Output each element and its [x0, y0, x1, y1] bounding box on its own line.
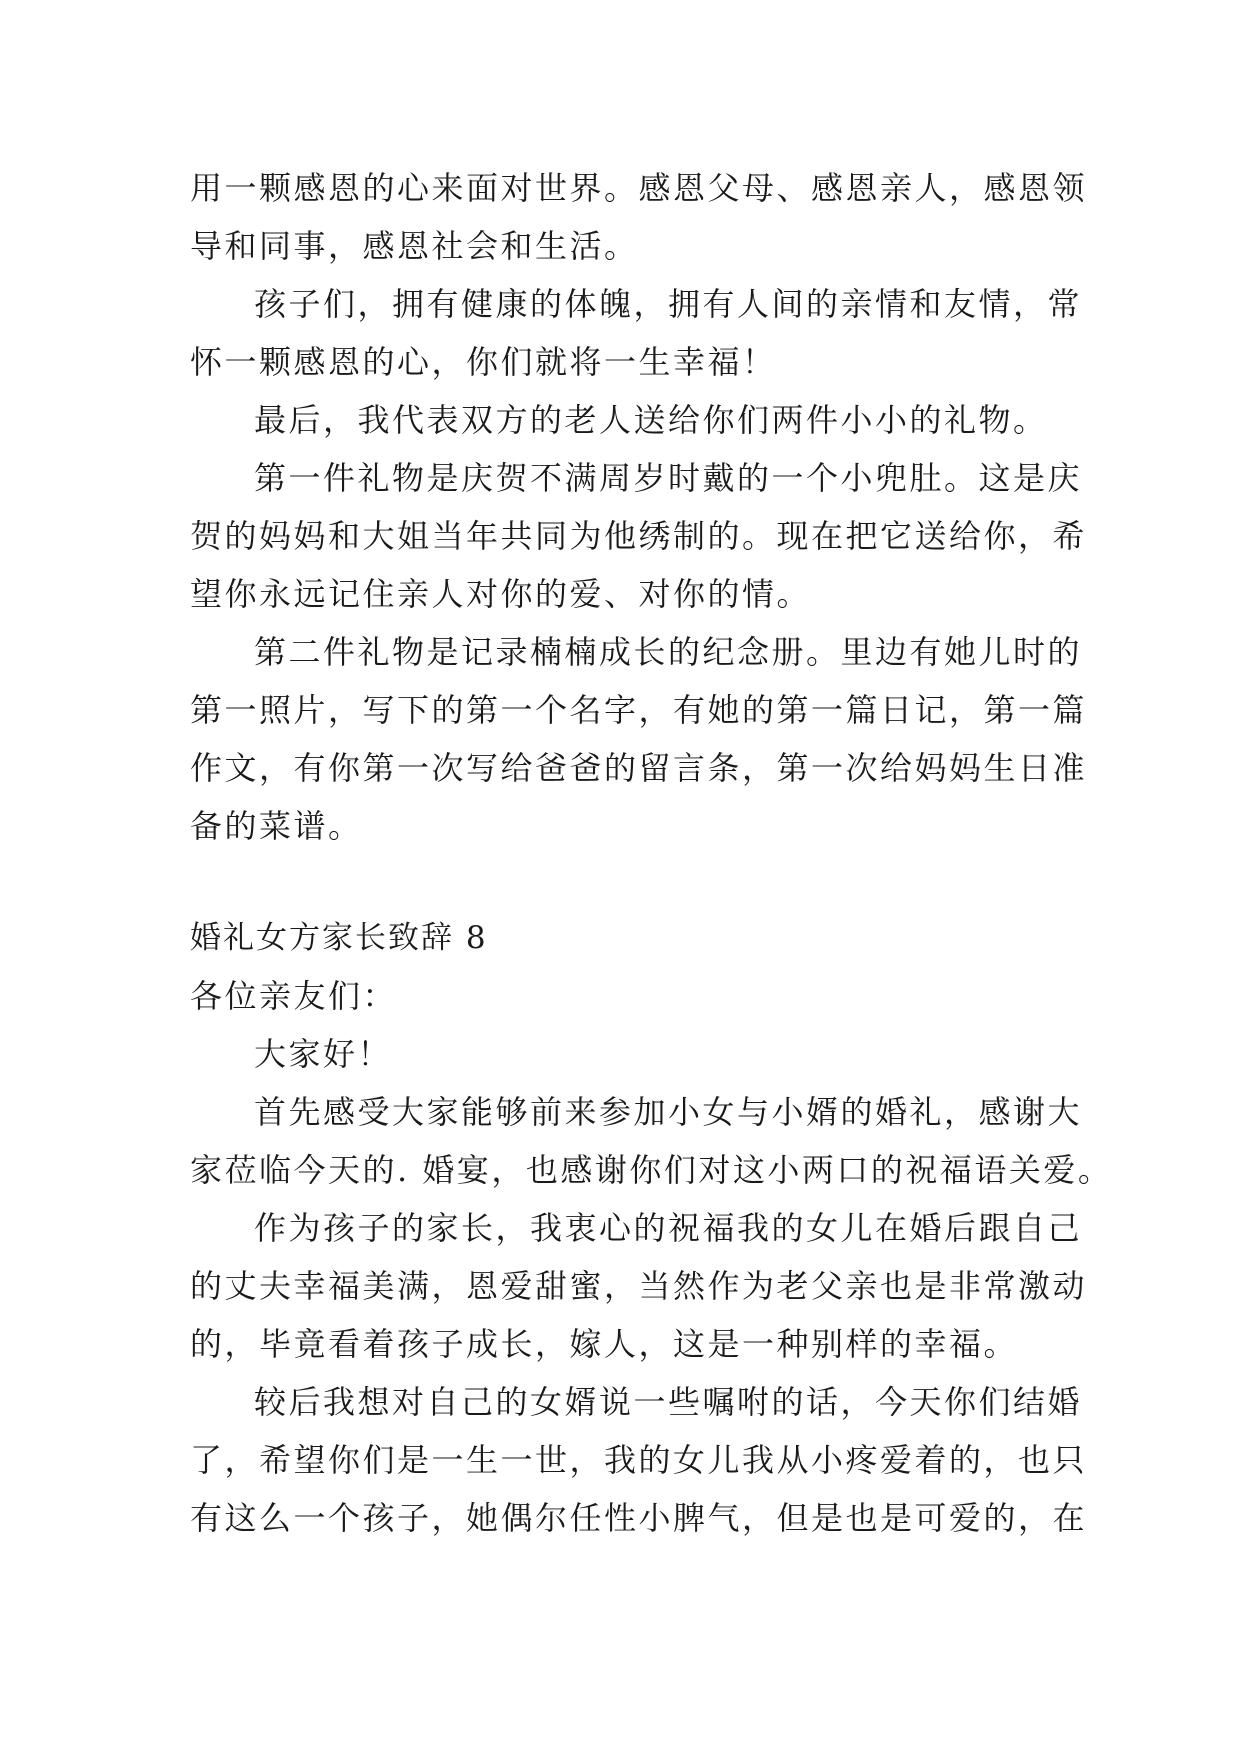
paragraph-line: 望你永远记住亲人对你的爱、对你的情。 — [190, 575, 812, 613]
paragraph-line: 家莅临今天的. 婚宴，也感谢你们对这小两口的祝福语关爱。 — [190, 1151, 1113, 1189]
paragraph-line: 有这么一个孩子，她偶尔任性小脾气，但是也是可爱的，在 — [190, 1499, 1088, 1537]
paragraph-line: 第一照片，写下的第一个名字，有她的第一篇日记，第一篇 — [190, 691, 1088, 729]
section-title: 婚礼女方家长致辞 8 — [190, 920, 488, 956]
paragraph-line: 的，毕竟看着孩子成长，嫁人，这是一种别样的幸福。 — [190, 1325, 1019, 1363]
paragraph-line: 第一件礼物是庆贺不满周岁时戴的一个小兜肚。这是庆 — [254, 459, 1083, 497]
paragraph-line: 第二件礼物是记录楠楠成长的纪念册。里边有她儿时的 — [254, 633, 1083, 671]
paragraph-line: 作为孩子的家长，我衷心的祝福我的女儿在婚后跟自己 — [254, 1209, 1083, 1247]
paragraph-line: 最后，我代表双方的老人送给你们两件小小的礼物。 — [254, 401, 1048, 439]
paragraph-line: 贺的妈妈和大姐当年共同为他绣制的。现在把它送给你，希 — [190, 517, 1088, 555]
paragraph-line: 作文，有你第一次写给爸爸的留言条，第一次给妈妈生日准 — [190, 749, 1088, 787]
paragraph-line: 大家好！ — [254, 1035, 393, 1073]
greeting-line: 各位亲友们： — [190, 977, 398, 1015]
paragraph-line: 首先感受大家能够前来参加小女与小婿的婚礼，感谢大 — [254, 1093, 1083, 1131]
paragraph-line: 了，希望你们是一生一世，我的女儿我从小疼爱着的，也只 — [190, 1441, 1088, 1479]
paragraph-line: 备的菜谱。 — [190, 807, 363, 845]
paragraph-line: 用一颗感恩的心来面对世界。感恩父母、感恩亲人，感恩领 — [190, 169, 1088, 207]
paragraph-line: 导和同事，感恩社会和生活。 — [190, 227, 639, 265]
paragraph-line: 的丈夫幸福美满，恩爱甜蜜，当然作为老父亲也是非常激动 — [190, 1267, 1088, 1305]
paragraph-line: 怀一颗感恩的心，你们就将一生幸福！ — [190, 343, 777, 381]
paragraph-line: 较后我想对自己的女婿说一些嘱咐的话，今天你们结婚 — [254, 1383, 1083, 1421]
paragraph-line: 孩子们，拥有健康的体魄，拥有人间的亲情和友情，常 — [254, 285, 1083, 323]
